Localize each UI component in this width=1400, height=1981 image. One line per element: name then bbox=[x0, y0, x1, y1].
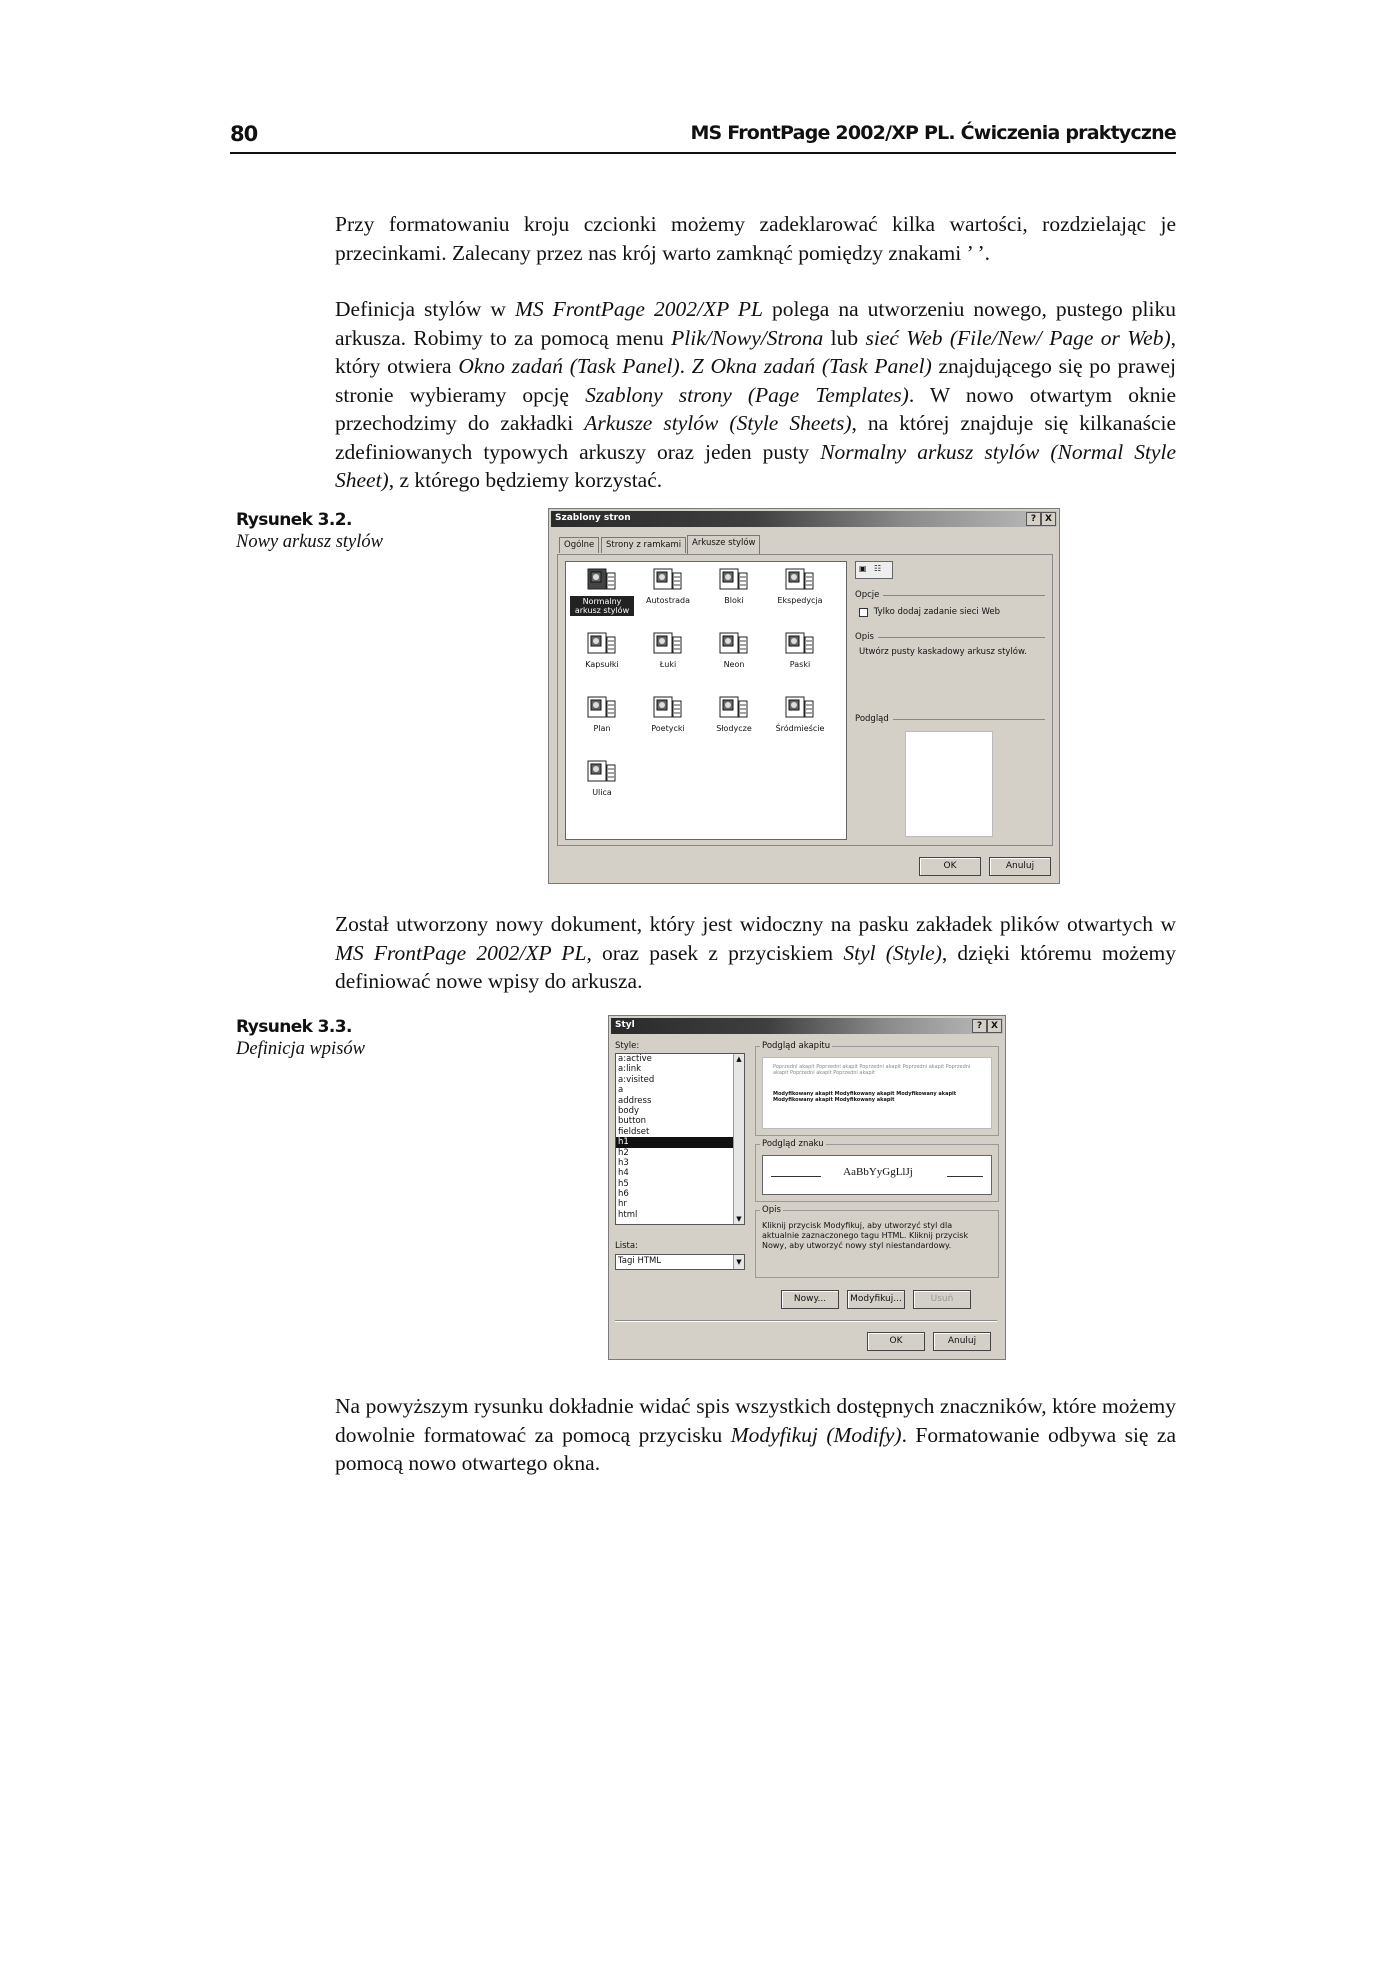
style-list-item[interactable]: a:visited bbox=[618, 1074, 655, 1085]
template-label: Ekspedycja bbox=[777, 596, 823, 605]
view-toggle[interactable] bbox=[855, 561, 893, 579]
scroll-up-icon[interactable]: ▲ bbox=[736, 1055, 742, 1063]
preview-box bbox=[905, 731, 993, 837]
modify-style-button[interactable]: Modyfikuj... bbox=[847, 1290, 905, 1309]
char-preview-sample: AaBbYyGgLlJj bbox=[843, 1166, 913, 1178]
style-list-item[interactable]: a bbox=[618, 1085, 624, 1096]
template-item[interactable] bbox=[702, 696, 766, 733]
template-label: Ulica bbox=[592, 788, 612, 797]
paragraph-3 bbox=[335, 910, 1176, 996]
template-item[interactable] bbox=[702, 568, 766, 605]
dialog-title: Styl bbox=[615, 1020, 635, 1030]
preview-prev-paragraph: Poprzedni akapit Poprzedni akapit Poprzedni akapit Poprzedni akapit Poprzedni akapit Poprzedni akapit Poprzedni akapit bbox=[773, 1064, 971, 1076]
template-item[interactable] bbox=[768, 632, 832, 669]
stylesheet-template-icon bbox=[653, 568, 683, 592]
figure-title: Nowy arkusz stylów bbox=[236, 532, 383, 552]
template-label: Paski bbox=[789, 660, 811, 669]
paragraph-preview-box bbox=[762, 1057, 992, 1129]
cancel-button[interactable]: Anuluj bbox=[933, 1332, 991, 1351]
stylesheet-template-icon bbox=[587, 760, 617, 784]
paragraph-4 bbox=[335, 1392, 1176, 1478]
delete-style-button[interactable]: Usuń bbox=[913, 1290, 971, 1309]
page-number: 80 bbox=[230, 122, 258, 146]
text-run: . bbox=[679, 354, 692, 378]
description-text: Kliknij przycisk Modyfikuj, aby utworzyć styl dla aktualnie zaznaczonego tagu HTML. Kliknij przycisk Nowy, aby utworzyć nowy styl niestandardowy. bbox=[762, 1221, 969, 1250]
italic-run: MS FrontPage 2002/XP PL bbox=[514, 297, 763, 321]
figure-caption-1 bbox=[236, 510, 383, 553]
tab-frames[interactable]: Strony z ramkami bbox=[601, 537, 686, 553]
only-task-checkbox-row[interactable] bbox=[859, 607, 1000, 618]
template-item[interactable] bbox=[768, 568, 832, 605]
template-label: Plan bbox=[593, 724, 611, 733]
options-label: Opcje bbox=[855, 590, 883, 600]
template-item[interactable] bbox=[570, 632, 634, 669]
style-list-item[interactable]: address bbox=[618, 1095, 652, 1106]
italic-run: Z Okna zadań (Task Panel) bbox=[691, 354, 932, 378]
italic-run: Normalny arkusz stylów (Normal Style Sheet) bbox=[335, 439, 1176, 492]
chevron-down-icon[interactable]: ▼ bbox=[733, 1255, 744, 1269]
style-list-item[interactable]: h2 bbox=[618, 1147, 629, 1158]
checkbox[interactable] bbox=[859, 608, 868, 617]
template-label: Śródmieście bbox=[775, 724, 825, 733]
dialog-titlebar bbox=[611, 1018, 1003, 1034]
template-label: Normalny arkusz stylów bbox=[570, 596, 634, 616]
checkbox-label: Tylko dodaj zadanie sieci Web bbox=[873, 607, 1000, 617]
description-group bbox=[855, 632, 1045, 642]
help-button[interactable]: ? bbox=[1026, 512, 1041, 526]
stylesheet-template-icon bbox=[719, 568, 749, 592]
stylesheet-template-icon bbox=[719, 632, 749, 656]
style-list-item[interactable]: button bbox=[618, 1116, 647, 1127]
template-item[interactable] bbox=[768, 696, 832, 733]
cancel-button[interactable]: Anuluj bbox=[989, 857, 1051, 876]
figure-caption-2 bbox=[236, 1017, 365, 1060]
text-run: Na powyższym rysunku dokładnie widać spis wszystkich dostępnych znaczników, które możemy dowolnie formatować za pomocą przycisku bbox=[335, 1394, 1176, 1447]
template-item[interactable] bbox=[570, 568, 634, 616]
ok-button[interactable]: OK bbox=[867, 1332, 925, 1351]
style-list-item[interactable]: h6 bbox=[618, 1189, 629, 1200]
dialog-separator bbox=[615, 1320, 997, 1322]
list-label: Lista: bbox=[615, 1241, 638, 1251]
scroll-down-icon[interactable]: ▼ bbox=[736, 1215, 742, 1223]
styles-label: Style: bbox=[615, 1041, 640, 1051]
template-list[interactable] bbox=[565, 561, 847, 840]
template-label: Kapsułki bbox=[585, 660, 619, 669]
running-header bbox=[230, 122, 1176, 154]
figure-title: Definicja wpisów bbox=[236, 1039, 365, 1059]
template-label: Autostrada bbox=[645, 596, 691, 605]
stylesheet-template-icon bbox=[785, 632, 815, 656]
style-list-item[interactable]: a:active bbox=[618, 1054, 652, 1064]
italic-run: Arkusze stylów (Style Sheets) bbox=[584, 411, 852, 435]
style-list-item[interactable]: hr bbox=[618, 1199, 627, 1210]
paragraph-2 bbox=[335, 295, 1176, 495]
preview-line-right bbox=[947, 1176, 983, 1177]
template-label: Bloki bbox=[724, 596, 744, 605]
style-list-item[interactable]: fieldset bbox=[618, 1126, 650, 1137]
book-title: MS FrontPage 2002/XP PL. Ćwiczenia praktyczne bbox=[690, 122, 1176, 144]
template-label: Łuki bbox=[659, 660, 677, 669]
text-run: . Formatowanie odbywa się za pomocą nowo otwartego okna. bbox=[335, 1422, 1176, 1475]
template-item[interactable] bbox=[636, 568, 700, 605]
template-label: Poetycki bbox=[651, 724, 685, 733]
char-preview-label: Podgląd znaku bbox=[762, 1139, 824, 1149]
description-label: Opis bbox=[762, 1205, 781, 1215]
preview-group bbox=[855, 714, 1045, 724]
templates-dialog bbox=[548, 508, 1060, 884]
preview-modified-paragraph: Modyfikowany akapit Modyfikowany akapit Modyfikowany akapit Modyfikowany akapit Modyfikowany akapit bbox=[773, 1091, 957, 1103]
preview-label: Podgląd bbox=[855, 714, 893, 724]
template-item[interactable] bbox=[636, 696, 700, 733]
new-style-button[interactable]: Nowy... bbox=[781, 1290, 839, 1309]
italic-run: Styl (Style) bbox=[843, 940, 942, 965]
close-button[interactable]: X bbox=[1041, 512, 1056, 526]
italic-run: Okno zadań (Task Panel) bbox=[458, 354, 680, 378]
template-item[interactable] bbox=[636, 632, 700, 669]
template-item[interactable] bbox=[702, 632, 766, 669]
figure-number: Rysunek 3.3. bbox=[236, 1017, 352, 1037]
style-list-item[interactable]: h5 bbox=[618, 1178, 629, 1189]
description-text: Utwórz pusty kaskadowy arkusz stylów. bbox=[859, 647, 1027, 657]
close-button[interactable]: X bbox=[987, 1019, 1002, 1033]
template-item[interactable] bbox=[570, 760, 634, 797]
template-label: Neon bbox=[723, 660, 745, 669]
text-run: znajdującego się po prawej stronie wybieramy opcję bbox=[335, 354, 1176, 407]
italic-run: MS FrontPage 2002/XP PL bbox=[335, 940, 587, 965]
tab-style-sheets[interactable]: Arkusze stylów bbox=[687, 535, 760, 554]
template-label: Słodycze bbox=[716, 724, 752, 733]
styles-listbox[interactable] bbox=[615, 1053, 745, 1225]
tab-general[interactable]: Ogólne bbox=[559, 537, 599, 553]
list-select-value: Tagi HTML bbox=[618, 1256, 662, 1266]
text-run: Został utworzony nowy dokument, który jest widoczny na pasku zakładek plików otwartych w bbox=[335, 912, 1176, 936]
stylesheet-template-icon bbox=[587, 632, 617, 656]
template-item[interactable] bbox=[570, 696, 634, 733]
options-group bbox=[855, 590, 1045, 600]
description-group bbox=[755, 1205, 999, 1278]
stylesheet-template-icon bbox=[719, 696, 749, 720]
text-run: , oraz pasek z przyciskiem bbox=[586, 940, 844, 965]
text-run: polega na utworzeniu nowego, pustego pliku arkusza. Robimy to za pomocą menu bbox=[335, 297, 1176, 350]
style-dialog bbox=[608, 1015, 1006, 1360]
list-select[interactable] bbox=[615, 1254, 745, 1270]
style-list-item[interactable]: html bbox=[618, 1209, 638, 1220]
text-run: , z którego będziemy korzystać. bbox=[388, 468, 663, 492]
large-icons-icon[interactable]: ▣ bbox=[859, 564, 867, 573]
dialog-title: Szablony stron bbox=[555, 513, 631, 523]
ok-button[interactable]: OK bbox=[919, 857, 981, 876]
list-view-icon[interactable]: ☷ bbox=[874, 564, 882, 573]
dialog-titlebar bbox=[551, 511, 1057, 527]
char-preview-box bbox=[762, 1155, 992, 1195]
figure-number: Rysunek 3.2. bbox=[236, 510, 352, 530]
paragraph-preview-group bbox=[755, 1041, 999, 1136]
help-button[interactable]: ? bbox=[972, 1019, 987, 1033]
italic-run: sieć Web (File/New/ Page or Web) bbox=[865, 325, 1171, 350]
text-run: lub bbox=[823, 325, 866, 350]
stylesheet-template-icon bbox=[653, 696, 683, 720]
char-preview-group bbox=[755, 1139, 999, 1202]
listbox-scrollbar[interactable] bbox=[733, 1054, 744, 1224]
preview-line-left bbox=[771, 1176, 821, 1177]
paragraph-1: Przy formatowaniu kroju czcionki możemy zadeklarować kilka wartości, rozdzielając je przecinkami. Zalecany przez nas krój warto zamknąć pomiędzy znakami ’ ’. bbox=[335, 212, 1176, 265]
italic-run: Plik/Nowy/Strona bbox=[671, 325, 824, 350]
style-list-item[interactable]: h3 bbox=[618, 1157, 629, 1168]
text-run: Definicja stylów w bbox=[335, 297, 515, 321]
style-list-item[interactable]: a:link bbox=[618, 1064, 642, 1075]
text-run: , który otwiera bbox=[335, 325, 1176, 378]
style-list-item[interactable]: h1 bbox=[616, 1137, 744, 1147]
stylesheet-template-icon bbox=[653, 632, 683, 656]
stylesheet-template-icon bbox=[587, 568, 617, 592]
paragraph-preview-label: Podgląd akapitu bbox=[762, 1041, 831, 1051]
tab-strip bbox=[559, 537, 1049, 555]
italic-run: Modyfikuj (Modify) bbox=[730, 1422, 902, 1447]
style-list-item[interactable]: body bbox=[618, 1105, 640, 1116]
stylesheet-template-icon bbox=[785, 568, 815, 592]
italic-run: Szablony strony (Page Templates) bbox=[585, 382, 909, 407]
style-list-item[interactable]: h4 bbox=[618, 1168, 629, 1179]
text-run: . W nowo otwartym oknie przechodzimy do zakładki bbox=[335, 382, 1176, 435]
text-run: , dzięki któremu możemy definiować nowe wpisy do arkusza. bbox=[335, 940, 1177, 993]
stylesheet-template-icon bbox=[587, 696, 617, 720]
stylesheet-template-icon bbox=[785, 696, 815, 720]
description-label: Opis bbox=[855, 632, 878, 642]
text-run: , na której znajduje się kilkanaście zdefiniowanych typowych arkuszy oraz jeden pusty bbox=[335, 411, 1177, 464]
